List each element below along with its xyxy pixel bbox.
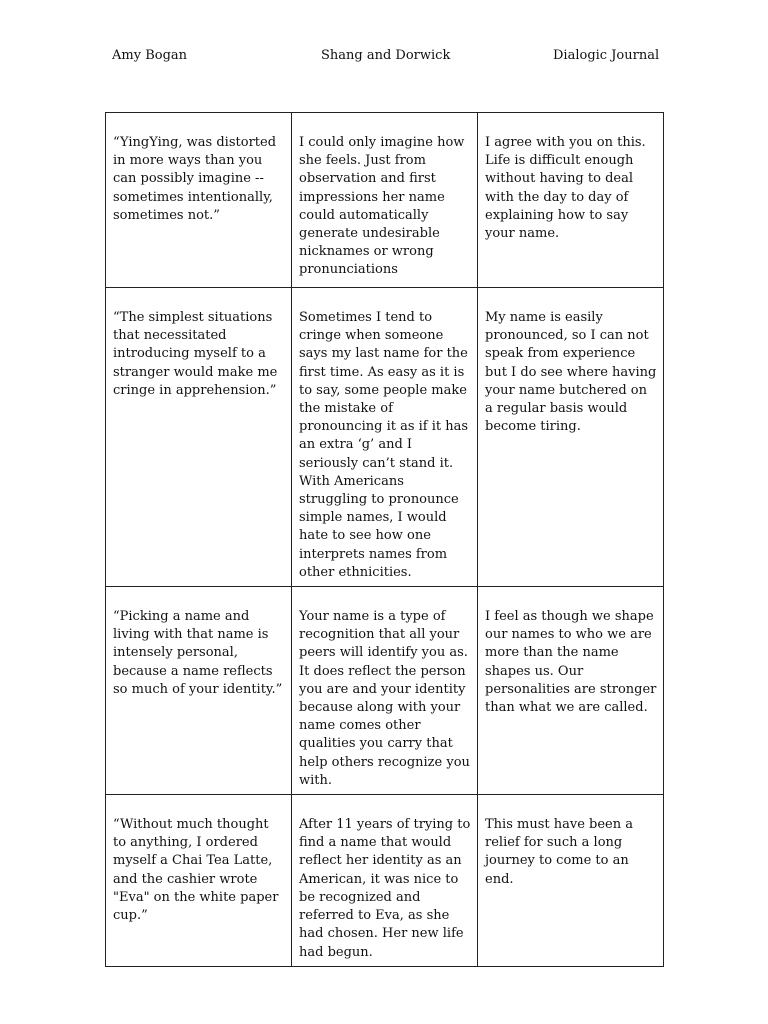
quote-cell: “YingYing, was distorted in more ways than you can possibly imagine -- sometimes intentionally, sometimes not.”	[106, 113, 292, 288]
document-title: Shang and Dorwick	[321, 48, 451, 63]
reply-cell: My name is easily pronounced, so I can not speak from experience but I do see where having your name butchered on a regular basis would become tiring.	[478, 288, 664, 587]
reply-cell: I feel as though we shape our names to who we are more than the name shapes us. Our personalities are stronger than what we are called.	[478, 587, 664, 795]
dialogic-journal-table	[105, 112, 664, 967]
response-cell: Your name is a type of recognition that all your peers will identify you as. It does reflect the person you are and your identity because along with your name comes other qualities you carry that help others recognize you with.	[292, 587, 478, 795]
table-row	[106, 795, 664, 967]
response-cell: Sometimes I tend to cringe when someone says my last name for the first time. As easy as it is to say, some people make the mistake of pronouncing it as if it has an extra ‘g’ and I seriously can’t stand it. With Americans struggling to pronounce simple names, I would hate to see how one interprets names from other ethnicities.	[292, 288, 478, 587]
reply-cell: I agree with you on this. Life is difficult enough without having to deal with the day to day of explaining how to say your name.	[478, 113, 664, 288]
assignment-type: Dialogic Journal	[553, 48, 660, 63]
quote-cell: “Without much thought to anything, I ordered myself a Chai Tea Latte, and the cashier wrote "Eva" on the white paper cup.”	[106, 795, 292, 967]
quote-cell: “The simplest situations that necessitated introducing myself to a stranger would make me cringe in apprehension.”	[106, 288, 292, 587]
response-cell: After 11 years of trying to find a name that would reflect her identity as an American, it was nice to be recognized and referred to Eva, as she had chosen. Her new life had begun.	[292, 795, 478, 967]
response-cell: I could only imagine how she feels. Just from observation and first impressions her name could automatically generate undesirable nicknames or wrong pronunciations	[292, 113, 478, 288]
table-row	[106, 587, 664, 795]
quote-cell: “Picking a name and living with that name is intensely personal, because a name reflects so much of your identity.”	[106, 587, 292, 795]
reply-cell: This must have been a relief for such a long journey to come to an end.	[478, 795, 664, 967]
author-name: Amy Bogan	[112, 48, 188, 63]
table-row	[106, 288, 664, 587]
table-row	[106, 113, 664, 288]
